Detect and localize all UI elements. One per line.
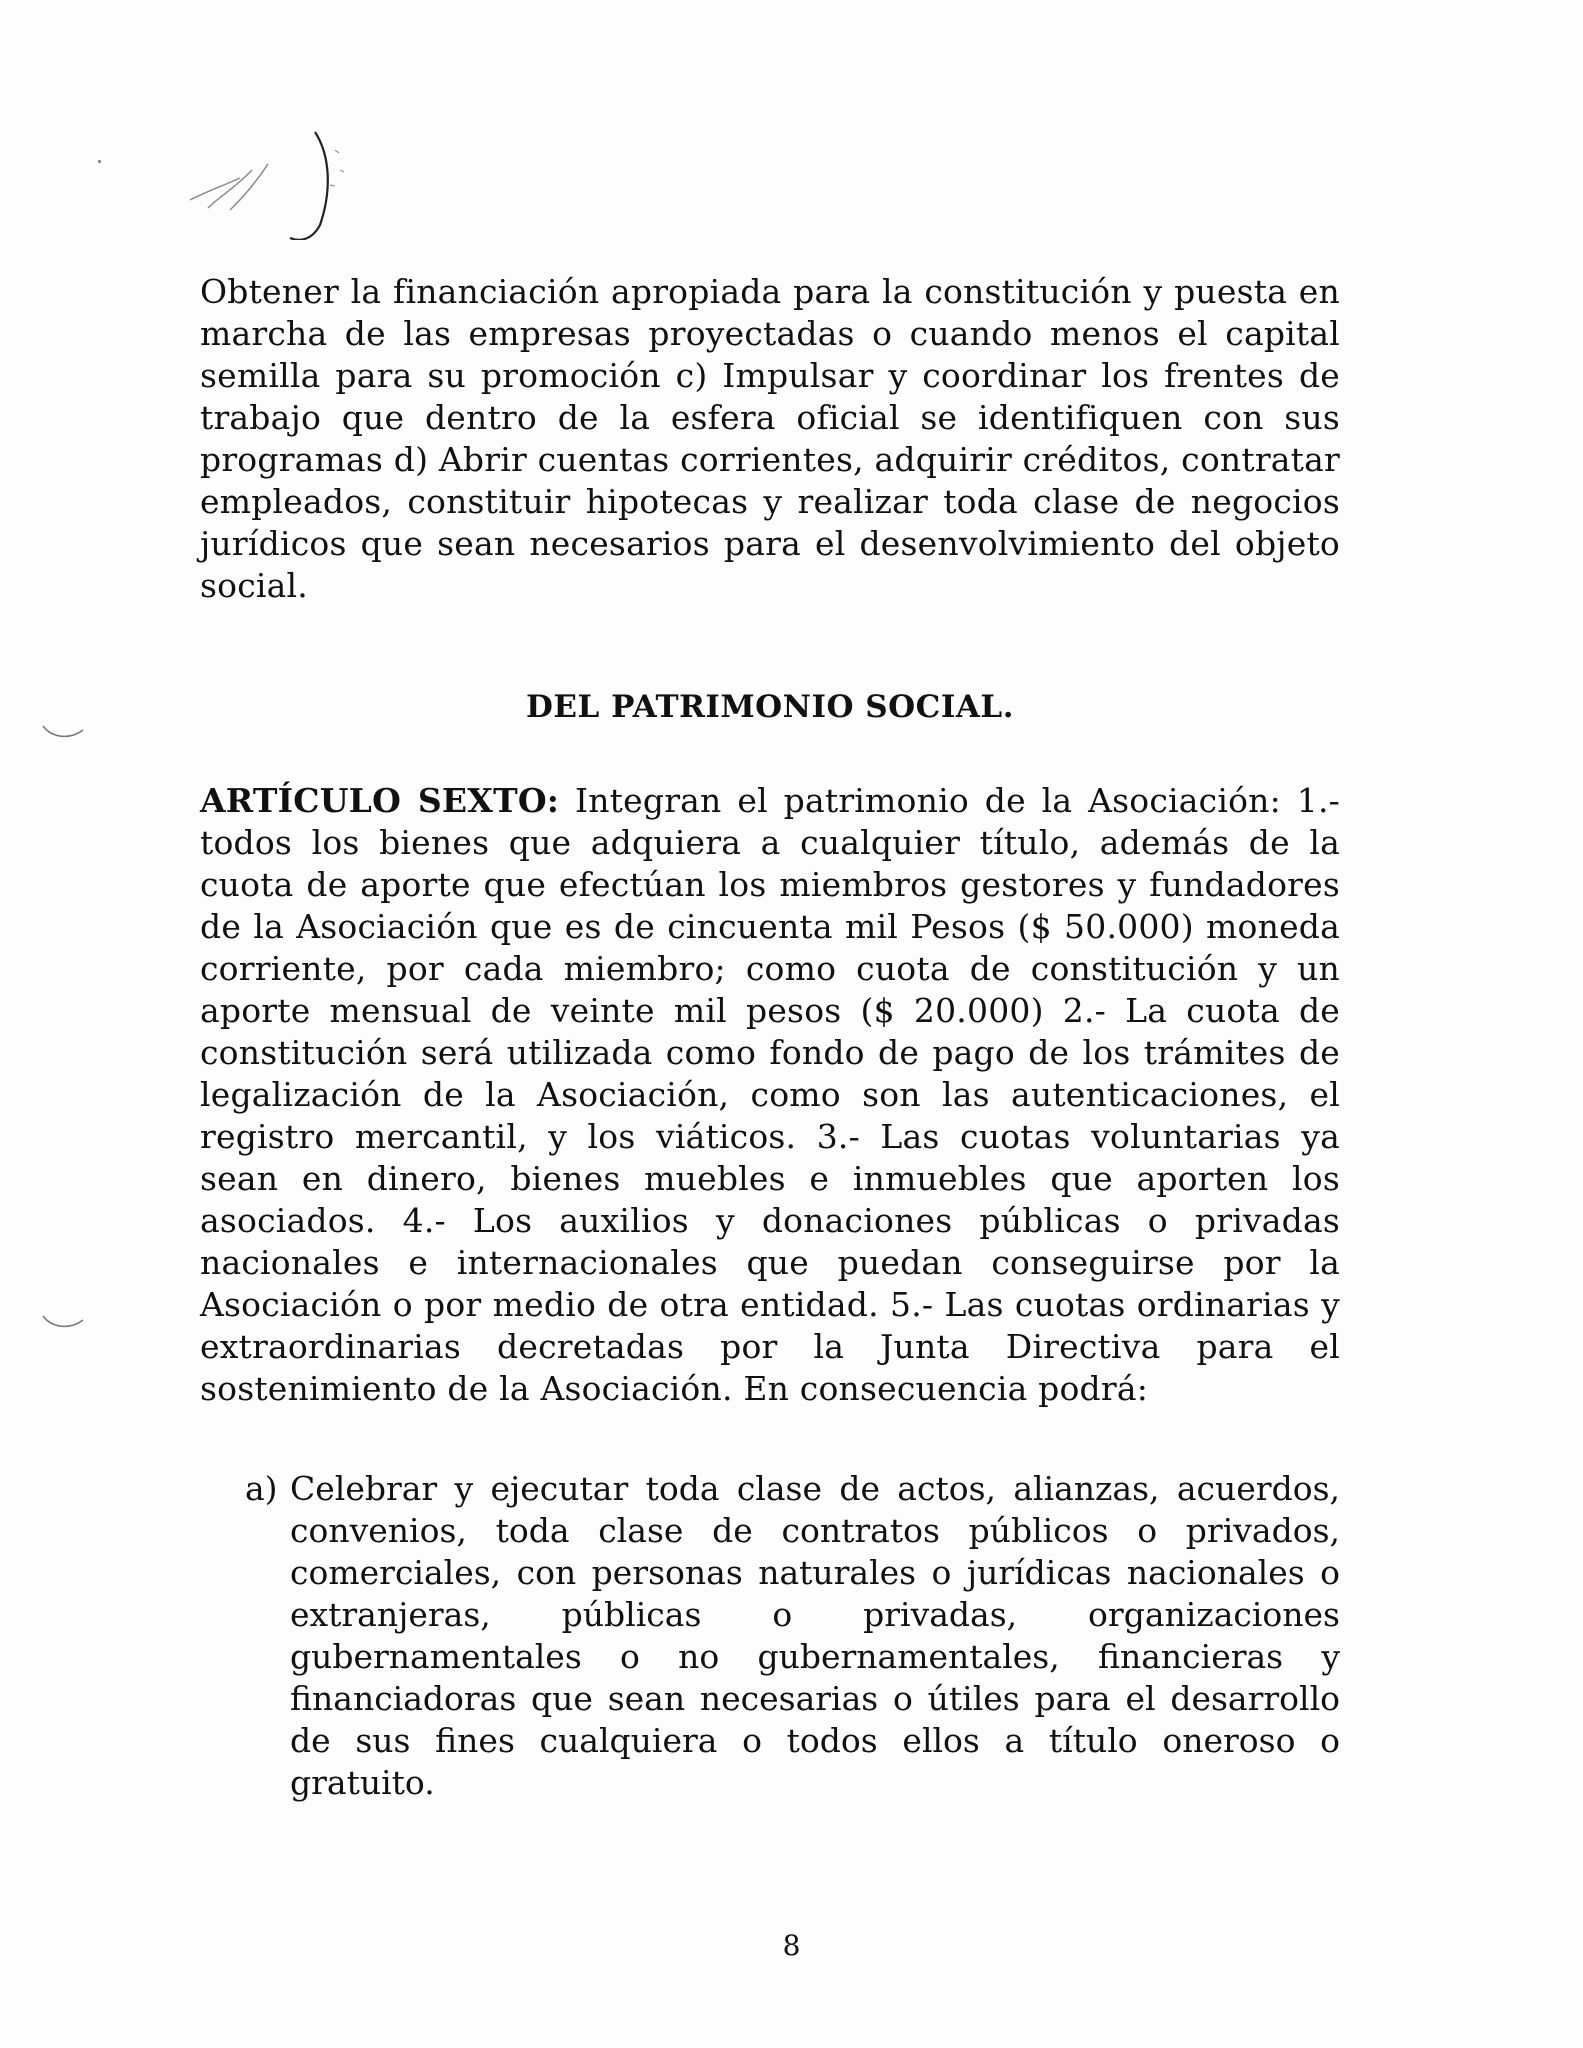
section-heading: DEL PATRIMONIO SOCIAL. [525,688,1014,725]
handwritten-scribble-mark [180,130,400,240]
page-number: 8 [782,1929,801,1962]
list-item-marker: a) [245,1469,278,1508]
scan-speck [98,160,101,163]
article-label: ARTÍCULO SEXTO: [200,781,560,820]
continuation-paragraph: Obtener la financiación apropiada para la constitución y puesta en marcha de las empresas proyectadas o cuando menos el capital semilla para su promoción c) Impulsar y coordinar los frentes de trabajo que dentro de la esfera oficial se identifiquen con sus programas d) Abrir cuentas corrientes, adquirir créditos, contratar empleados, constituir hipotecas y realizar toda clase de negocios jurídicos que sean necesarios para el desenvolvimiento del objeto social. [200,272,1340,605]
list-item-text: Celebrar y ejecutar toda clase de actos, alianzas, acuerdos, convenios, toda clase de contratos públicos o privados, comerciales, con personas naturales o jurídicas nacionales o extranjeras, públicas o privadas, organizaciones gubernamentales o no gubernamentales, financieras y financiadoras que sean necesarias o útiles para el desarrollo de sus fines cualquiera o todos ellos a título oneroso o gratuito. [290,1469,1340,1802]
list-item [245,1468,1340,1804]
binding-hole-mark-lower [40,1310,86,1332]
article-text: Integran el patrimonio de la Asociación: 1.- todos los bienes que adquiera a cualquier título, además de la cuota de aporte que efectúan los miembros gestores y fundadores de la Asociación que es de cincuenta mil Pesos ($ 50.000) moneda corriente, por cada miembro; como cuota de constitución y un aporte mensual de veinte mil pesos ($ 20.000) 2.- La cuota de constitución será utilizada como fondo de pago de los trámites de legalización de la Asociación, como son las autenticaciones, el registro mercantil, y los viáticos. 3.- Las cuotas voluntarias ya sean en dinero, bienes muebles e inmuebles que aporten los asociados. 4.- Los auxilios y donaciones públicas o privadas nacionales e internacionales que puedan conseguirse por la Asociación o por medio de otra entidad. 5.- Las cuotas ordinarias y extraordinarias decretadas por la Junta Directiva para el sostenimiento de la Asociación. En consecuencia podrá: [200,781,1341,1408]
article-paragraph [200,780,1340,1410]
binding-hole-mark-upper [40,720,86,742]
